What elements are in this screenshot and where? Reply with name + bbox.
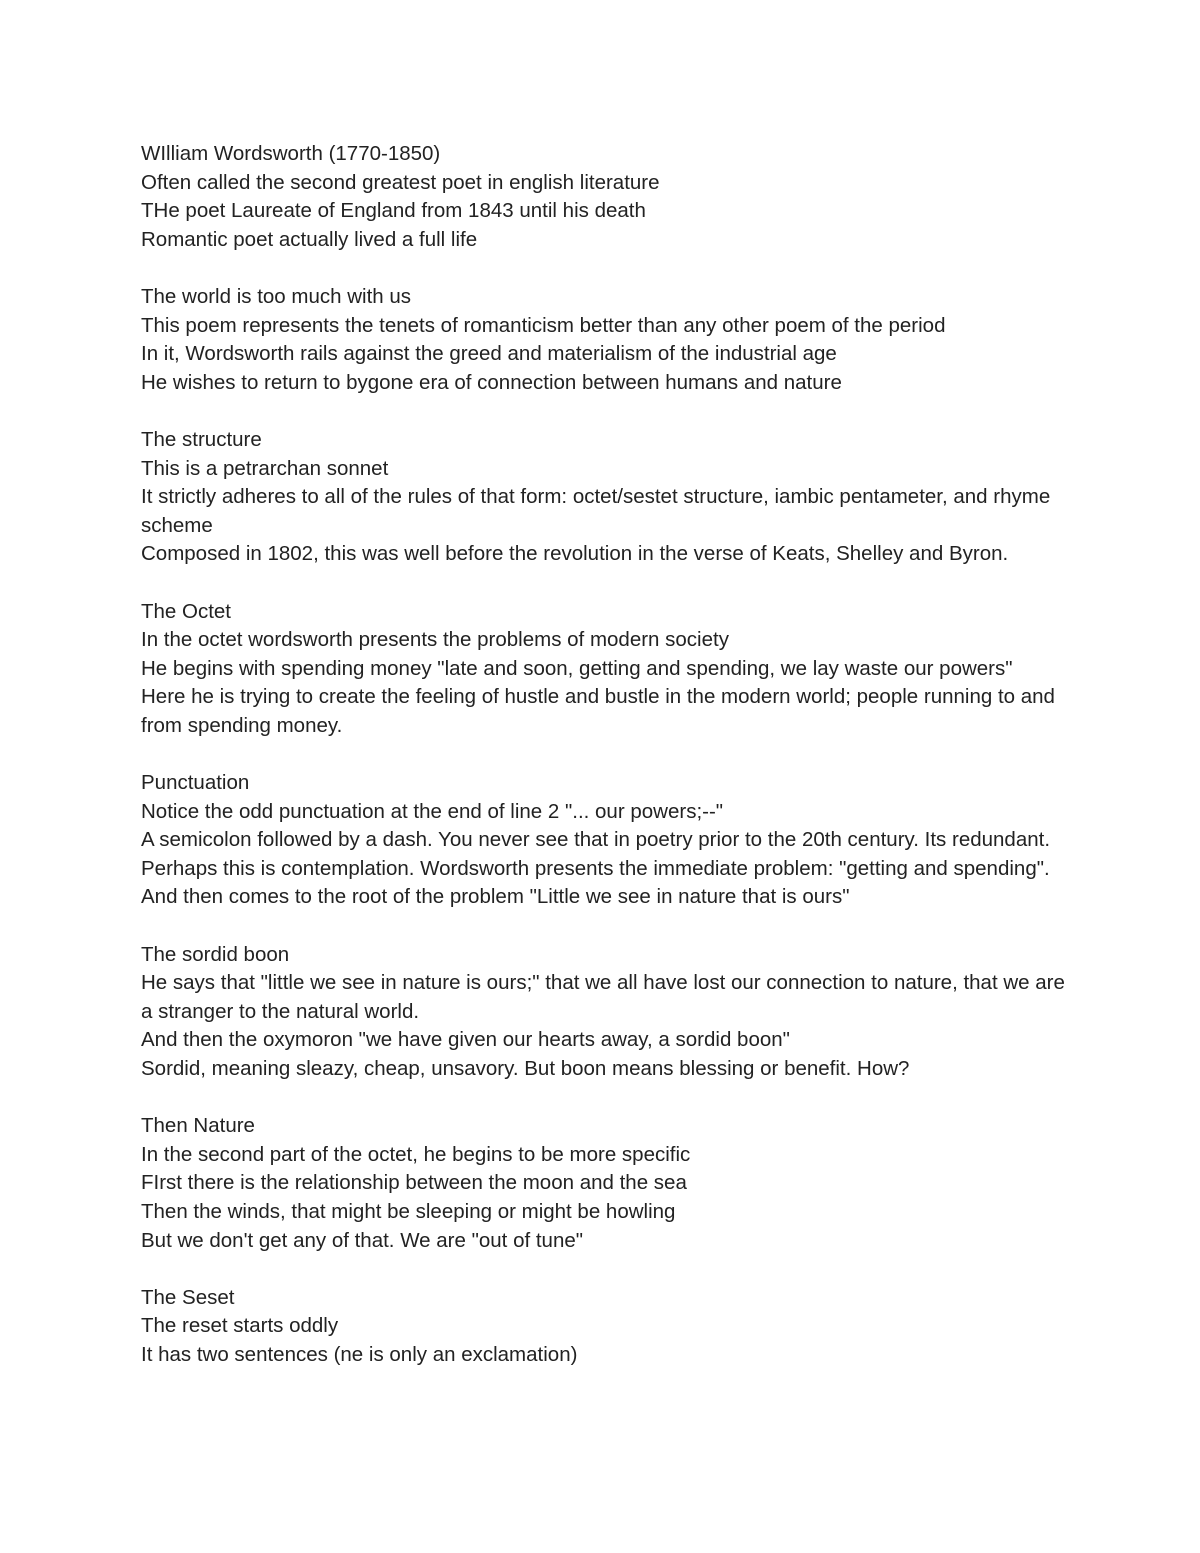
section-heading: The sordid boon [141, 942, 290, 966]
document-body [141, 140, 1071, 1398]
section-heading: The Octet [141, 599, 232, 623]
text-line: In it, Wordsworth rails against the greed and materialism of the industrial age [141, 342, 837, 366]
text-line: And then the oxymoron "we have given our hearts away, a sordid boon" [141, 1028, 790, 1052]
section-heading: The structure [141, 427, 262, 451]
section-octet [141, 598, 1071, 741]
text-line: A semicolon followed by a dash. You never see that in poetry prior to the 20th century. Its redundant. [141, 828, 1051, 852]
text-line: Often called the second greatest poet in english literature [141, 170, 660, 194]
section-sordid-boon [141, 941, 1071, 1084]
section-structure [141, 426, 1071, 569]
text-line: Romantic poet actually lived a full life [141, 227, 478, 251]
text-line: It strictly adheres to all of the rules of that form: octet/sestet structure, iambic pentameter, and rhyme scheme [141, 485, 1051, 537]
text-line: Composed in 1802, this was well before the revolution in the verse of Keats, Shelley and Byron. [141, 542, 1009, 566]
section-heading: The Seset [141, 1285, 235, 1309]
section-heading: WIlliam Wordsworth (1770-1850) [141, 142, 441, 165]
section-then-nature [141, 1112, 1071, 1255]
text-line: This poem represents the tenets of romanticism better than any other poem of the period [141, 313, 946, 337]
text-line: In the octet wordsworth presents the problems of modern society [141, 628, 729, 652]
text-line: He wishes to return to bygone era of connection between humans and nature [141, 370, 842, 394]
text-line: The reset starts oddly [141, 1314, 339, 1338]
text-line: In the second part of the octet, he begins to be more specific [141, 1142, 691, 1166]
text-line: But we don't get any of that. We are "out of tune" [141, 1228, 584, 1252]
text-line: Then the winds, that might be sleeping or might be howling [141, 1199, 676, 1223]
section-poem-title [141, 283, 1071, 397]
text-line: Perhaps this is contemplation. Wordsworth presents the immediate problem: "getting and spending". And then comes to the root of the problem "Little we see in nature that is ours" [141, 856, 1050, 909]
section-heading: The world is too much with us [141, 284, 412, 308]
section-heading: Punctuation [141, 771, 250, 795]
text-line: He begins with spending money "late and soon, getting and spending, we lay waste our powers" [141, 656, 1013, 680]
text-line: FIrst there is the relationship between the moon and the sea [141, 1171, 687, 1195]
text-line: He says that "little we see in nature is ours;" that we all have lost our connection to nature, that we are a stranger to the natural world. [141, 971, 1065, 1023]
section-seset [141, 1284, 1071, 1370]
text-line: It has two sentences (ne is only an exclamation) [141, 1342, 578, 1366]
text-line: This is a petrarchan sonnet [141, 456, 389, 480]
text-line: Here he is trying to create the feeling of hustle and bustle in the modern world; people running to and from spending money. [141, 685, 1055, 737]
text-line: Sordid, meaning sleazy, cheap, unsavory. But boon means blessing or benefit. How? [141, 1057, 910, 1080]
section-intro [141, 140, 1071, 254]
section-punctuation [141, 769, 1071, 912]
text-line: Notice the odd punctuation at the end of line 2 "... our powers;--" [141, 799, 724, 823]
section-heading: Then Nature [141, 1114, 255, 1138]
text-line: THe poet Laureate of England from 1843 until his death [141, 199, 646, 223]
